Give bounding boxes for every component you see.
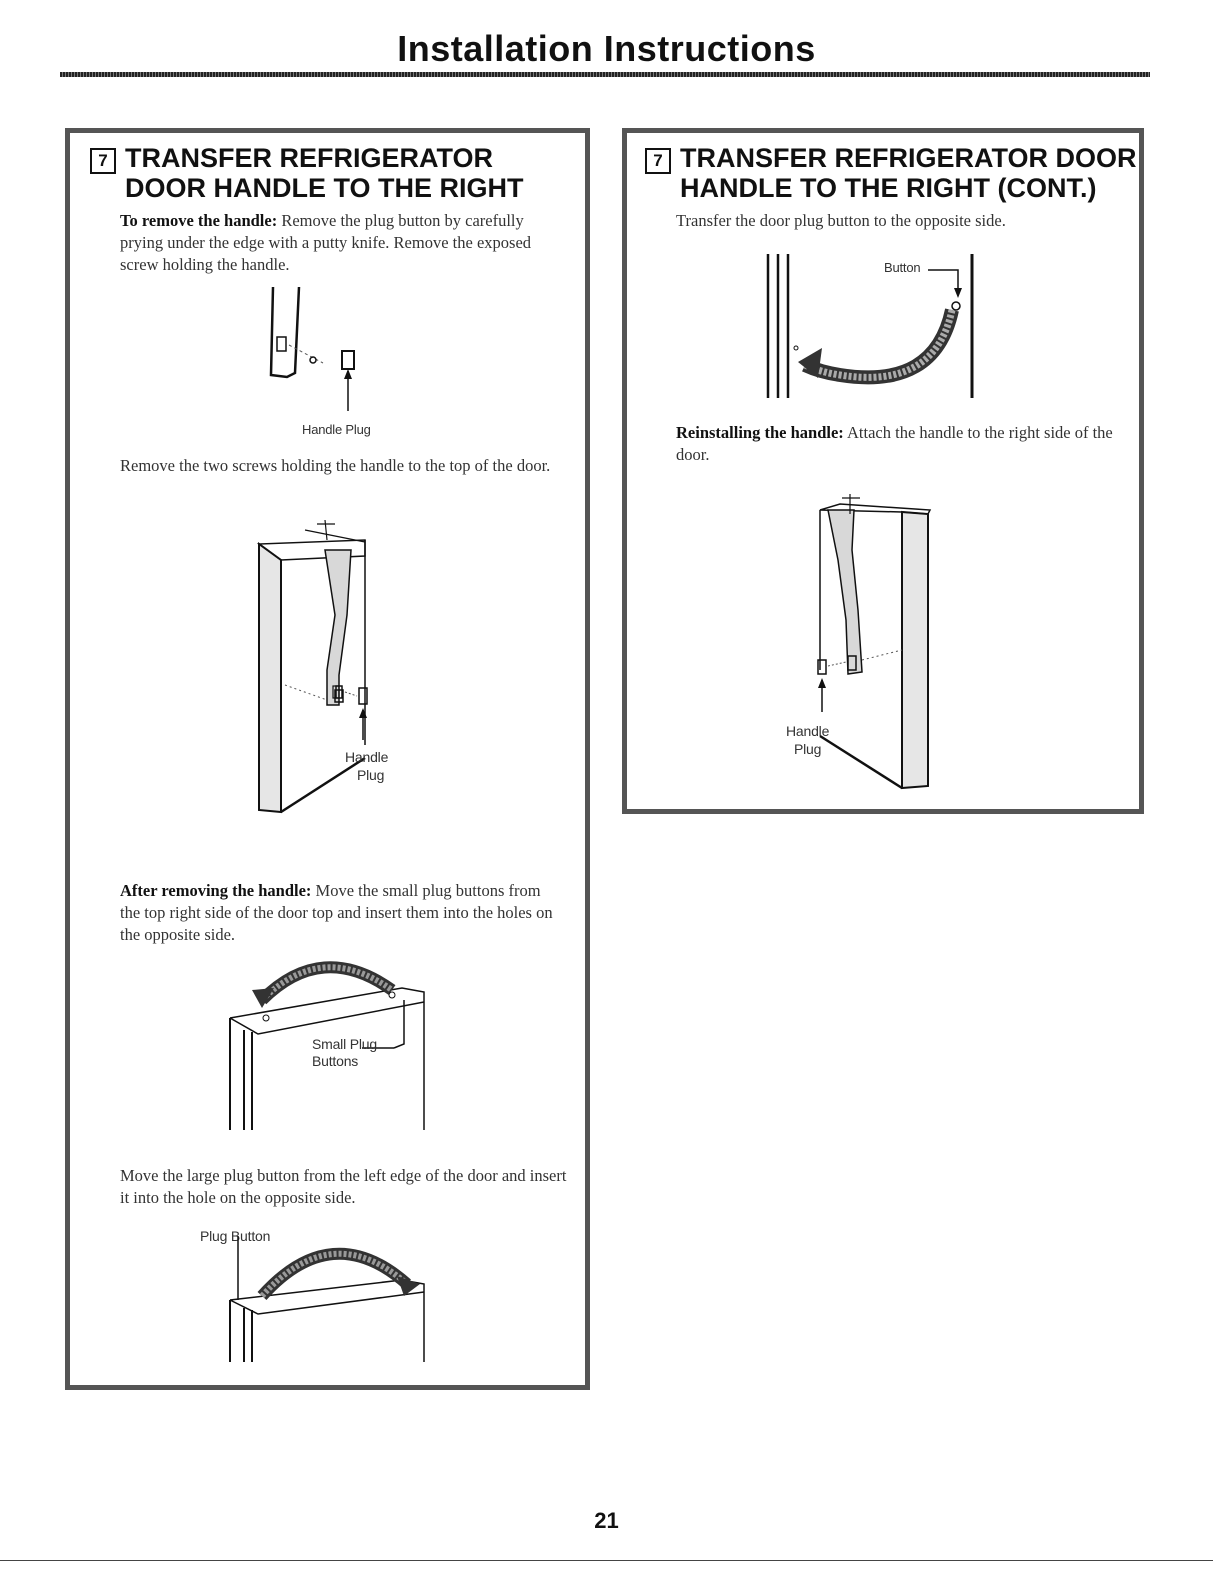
- step-number-badge-right: 7: [645, 148, 671, 174]
- small-plug-buttons-label-line2: Buttons: [312, 1053, 359, 1069]
- step-number-badge: 7: [90, 148, 116, 174]
- bottom-divider: [0, 1560, 1213, 1561]
- large-plug-paragraph: Move the large plug button from the left edge of the door and insert it into the hole on the opposite side.: [120, 1166, 567, 1207]
- remove-screws-paragraph: Remove the two screws holding the handle to the top of the door.: [120, 456, 551, 475]
- section-heading: [125, 143, 524, 203]
- page-number: 21: [594, 1508, 619, 1533]
- remove-handle-label: To remove the handle:: [120, 211, 278, 230]
- section-heading-right: [680, 143, 1137, 203]
- handle-plug-label-right: [786, 722, 829, 758]
- section-heading-line2: DOOR HANDLE TO THE RIGHT: [125, 173, 524, 203]
- button-label: Button: [884, 260, 921, 275]
- plug-button-label: Plug Button: [200, 1228, 271, 1244]
- section-heading-right-line2: HANDLE TO THE RIGHT (CONT.): [680, 173, 1097, 203]
- after-removing-paragraph: [120, 880, 560, 946]
- plug-button-figure: [222, 1236, 437, 1366]
- handle-plug-label-2-line2: Plug: [357, 767, 385, 783]
- handle-plug-label-2: [345, 748, 388, 784]
- button-transfer-figure: [760, 240, 980, 400]
- section-heading-line1: TRANSFER REFRIGERATOR: [125, 143, 494, 173]
- section-heading-right-line1: TRANSFER REFRIGERATOR DOOR: [680, 143, 1137, 173]
- title-divider: [60, 72, 1150, 77]
- reinstalling-label: Reinstalling the handle:: [676, 423, 844, 442]
- transfer-plug-paragraph: Transfer the door plug button to the opposite side.: [676, 211, 1006, 230]
- small-plug-buttons-label-line1: Small Plug: [312, 1036, 377, 1052]
- reinstalling-text: Attach the handle to the right side of the door.: [676, 423, 1113, 464]
- reinstalling-paragraph: [676, 422, 1121, 466]
- handle-plug-label: Handle Plug: [302, 422, 371, 437]
- handle-plug-figure: [265, 285, 375, 425]
- handle-plug-label-right-line1: Handle: [786, 723, 830, 739]
- handle-plug-label-right-line2: Plug: [794, 741, 822, 757]
- handle-plug-label-2-line1: Handle: [345, 749, 389, 765]
- remove-handle-text: Remove the plug button by carefully prying under the edge with a putty knife. Remove the exposed screw holding the handle.: [120, 211, 532, 274]
- remove-handle-paragraph: [120, 210, 560, 276]
- page-title: Installation Instructions: [397, 28, 816, 69]
- after-removing-label: After removing the handle:: [120, 881, 312, 900]
- after-removing-text: Move the small plug buttons from the top right side of the door top and insert them into the holes on the opposite side.: [120, 881, 553, 944]
- small-plug-buttons-label: [312, 1036, 377, 1070]
